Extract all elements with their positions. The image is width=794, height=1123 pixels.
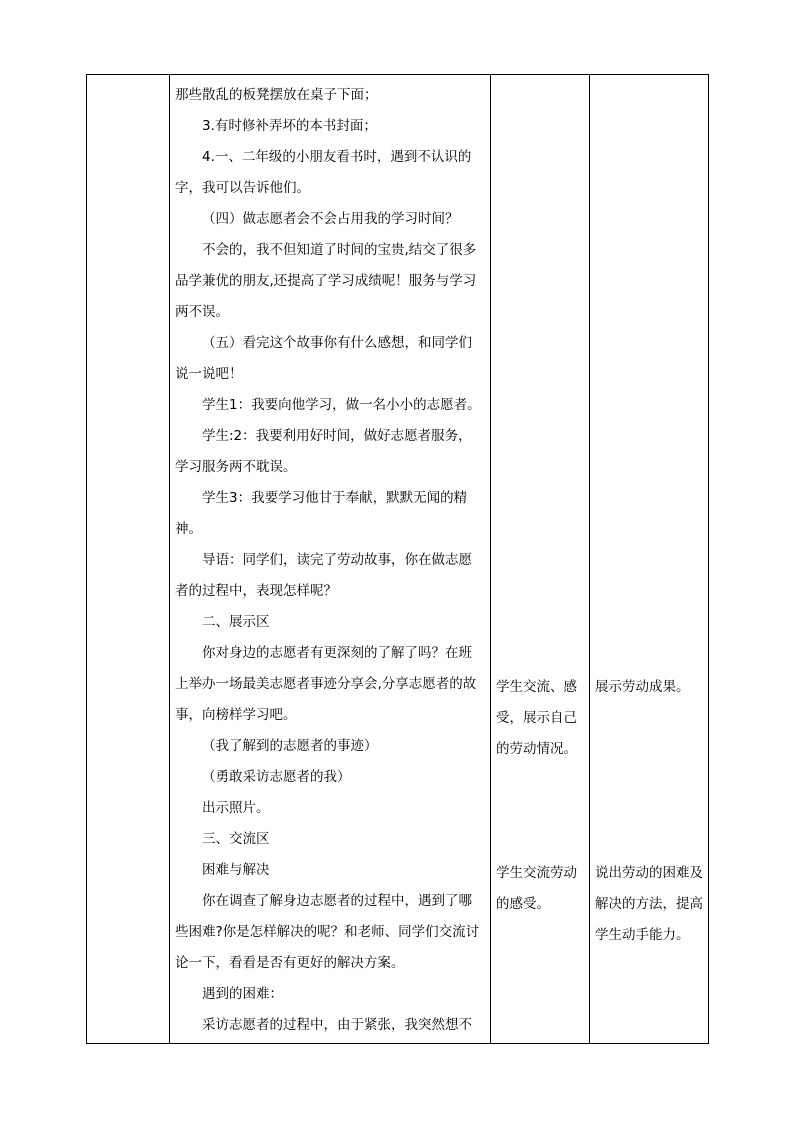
section-heading: 二、展示区 <box>202 614 270 630</box>
design-intent-display: 展示劳动成果。 <box>595 679 690 695</box>
teacher-activity-cell <box>170 75 491 1044</box>
paragraph: （五）看完这个故事你有什么感想，和同学们说一说吧！ <box>175 335 472 382</box>
paragraph: 学生:2：我要利用好时间，做好志愿者服务，学习服务两不耽误。 <box>175 428 472 475</box>
student-activity-display: 学生交流、感受，展示自己的劳动情况。 <box>496 679 577 757</box>
design-intent-cell <box>590 75 709 1044</box>
paragraph: 不会的，我不但知道了时间的宝贵,结交了很多品学兼优的朋友,还提高了学习成绩呢！服务与学习两不误。 <box>175 242 477 320</box>
paragraph: （四）做志愿者会不会占用我的学习时间？ <box>202 211 459 227</box>
student-activity-exchange: 学生交流劳动的感受。 <box>496 865 577 912</box>
paragraph: 困难与解决 <box>202 862 270 878</box>
paragraph: 3.有时修补弄坏的本书封面； <box>202 118 377 134</box>
stage-cell <box>87 75 170 1044</box>
paragraph: 学生3：我要学习他甘于奉献，默默无闻的精神。 <box>175 490 468 537</box>
paragraph: 那些散乱的板凳摆放在桌子下面； <box>175 87 378 103</box>
table-row <box>87 75 709 1044</box>
design-intent-exchange: 说出劳动的困难及解决的方法，提高学生动手能力。 <box>595 865 703 943</box>
paragraph: 你对身边的志愿者有更深刻的了解了吗？在班上举办一场最美志愿者事迹分享会,分享志愿者的故事，向榜样学习吧。 <box>175 645 477 723</box>
paragraph: 学生1：我要向他学习，做一名小小的志愿者。 <box>202 397 481 413</box>
paragraph: （我了解到的志愿者的事迹） <box>202 738 378 754</box>
paragraph: （勇敢采访志愿者的我） <box>202 769 351 785</box>
section-heading: 三、交流区 <box>202 831 270 847</box>
lesson-table <box>86 74 709 1044</box>
paragraph: 导语：同学们，读完了劳动故事，你在做志愿者的过程中，表现怎样呢？ <box>175 552 472 599</box>
student-activity-cell <box>491 75 590 1044</box>
paragraph: 采访志愿者的过程中，由于紧张，我突然想不 <box>202 1017 472 1033</box>
paragraph: 4.一、二年级的小朋友看书时，遇到不认识的字，我可以告诉他们。 <box>175 149 472 196</box>
teacher-activity-text <box>170 75 490 1041</box>
paragraph: 出示照片。 <box>202 800 270 816</box>
paragraph: 遇到的困难： <box>202 986 283 1002</box>
paragraph: 你在调查了解身边志愿者的过程中，遇到了哪些困难?你是怎样解决的呢？和老师、同学们交流讨论一下，看看是否有更好的解决方案。 <box>175 893 480 971</box>
